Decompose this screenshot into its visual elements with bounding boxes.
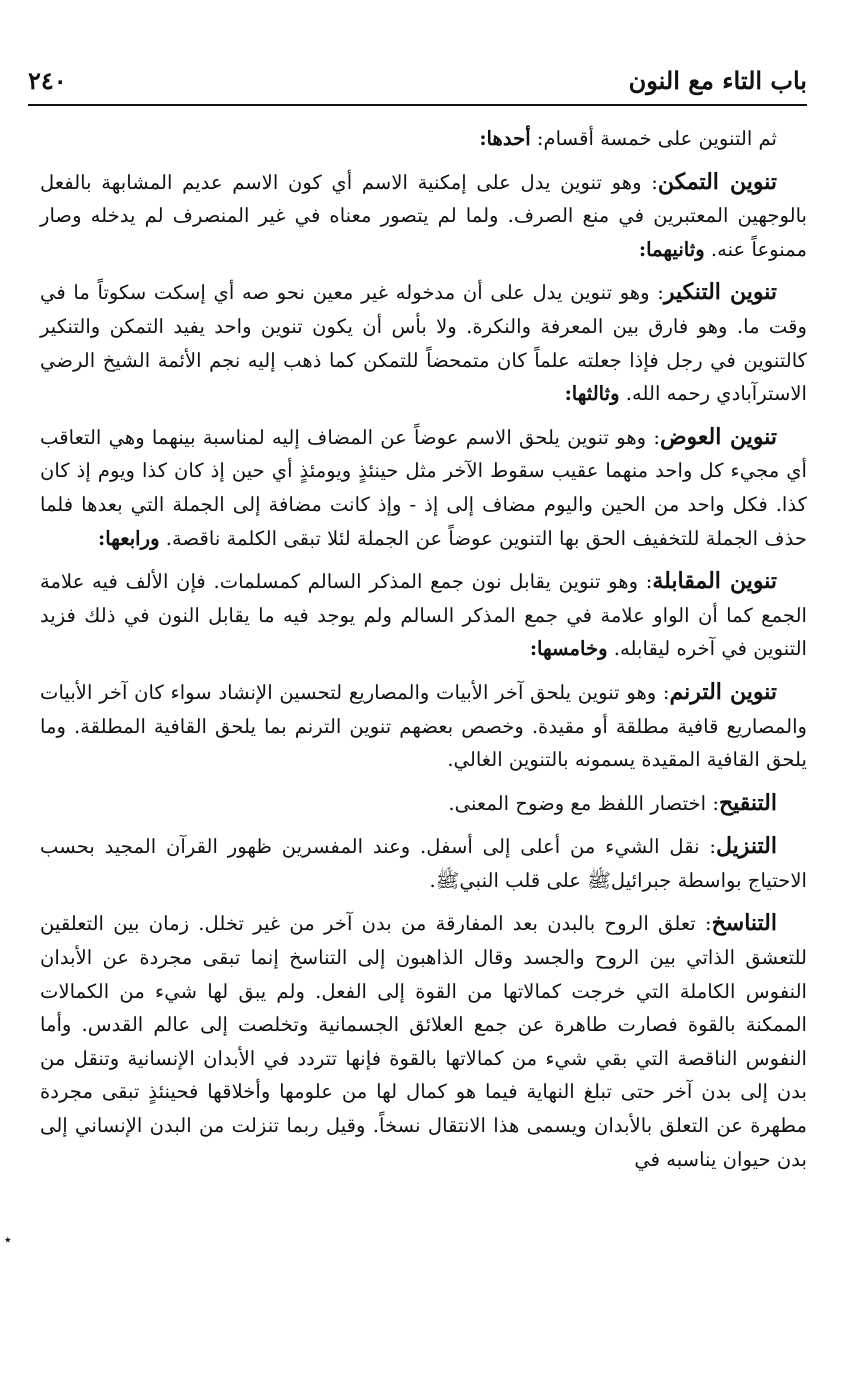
chapter-title: باب التاء مع النون (628, 65, 807, 95)
term-heading: تنوين الترنم (669, 678, 778, 705)
paragraph-tanwin-tarannum: تنوين الترنم: وهو تنوين يلحق آخر الأبيات والمصاريع لتحسين الإنشاد سواء كان آخر الأبيات والمصاريع قافية مطلقة أو مقيدة. وخصص بعضهم تنوين الترنم بما يلحق القافية المطلقة. وما يلحق القافية المقيدة يسمونه بالتنوين الغالي. (40, 678, 807, 772)
ordinal-label: وثالثها: (564, 382, 620, 406)
body-text (40, 122, 807, 1186)
page-header (28, 60, 807, 100)
term-heading: تنوين التنكير (663, 279, 777, 306)
term-heading: تنوين التمكن (657, 168, 777, 195)
paragraph-tanwin-muqabala: تنوين المقابلة: وهو تنوين يقابل نون جمع المذكر السالم كمسلمات. فإن الألف فيه علامة الجمع كما أن الواو علامة في جمع المذكر السالم ولم يوجد فيه ما يقابل النون في ذلك فزيد التنوين في آخره ليقابله. وخامسها: (40, 568, 807, 661)
page-number: ٢٤٠ (28, 65, 67, 95)
term-heading: التناسخ (711, 910, 777, 937)
paragraph-tanwin-tankir: تنوين التنكير: وهو تنوين يدل على أن مدخوله غير معين نحو صه أي إسكت سكوتاً ما في وقت ما. وهو فارق بين المعرفة والنكرة. ولا بأس أن يكون تنوين واحد يفيد التمكن والتنكير كالتنوين في رجل فإذا جعلته علماً كان متمحضاً للتمكن كما ذهب إليه نجم الأئمة الشيخ الرضي الاسترآبادي رحمه الله. وثالثها: (40, 279, 807, 406)
ordinal-label: وثانيهما: (638, 237, 705, 261)
margin-mark: ٭ (4, 1232, 12, 1248)
paragraph-intro: ثم التنوين على خمسة أقسام: أحدها: (479, 127, 777, 150)
term-heading: تنوين العوض (659, 423, 777, 450)
paragraph-tanqih: التنقيح: اختصار اللفظ مع وضوح المعنى. (448, 789, 777, 816)
paragraph-tanwin-iwad: تنوين العوض: وهو تنوين يلحق الاسم عوضاً عن المضاف إليه لمناسبة بينهما وهي التعاقب أي مجيء كل واحد منهما عقيب سقوط الآخر مثل حينئذٍ ويومئذٍ أي حين إذ كان كذا ويوم إذ كان كذا. فكل واحد من الحين واليوم مضاف إلى إذ - وإذ كانت مضافة إلى الجملة التي بعدها فلما حذف الجملة للتخفيف الحق بها التنوين عوضاً عن الجملة لئلا تبقى الكلمة ناقصة. ورابعها: (40, 423, 807, 550)
header-rule (28, 104, 807, 106)
term-heading: التنزيل (715, 833, 777, 860)
paragraph-tanwin-tamakkun: تنوين التمكن: وهو تنوين يدل على إمكنية الاسم أي كون الاسم عديم المشابهة بالفعل بالوجهين المعتبرين في منع الصرف. ولما لم يتصور معناه في غير المنصرف لم يدخله وصار ممنوعاً عنه. وثانيهما: (40, 168, 807, 261)
term-heading: التنقيح (718, 789, 777, 816)
term-heading: تنوين المقابلة (652, 568, 777, 595)
ordinal-label: ورابعها: (98, 526, 160, 550)
paragraph-tanasukh: التناسخ: تعلق الروح بالبدن بعد المفارقة من بدن آخر من غير تخلل. زمان بين التعلقين للتعشق الذاتي بين الروح والجسد وقال الذاهبون إلى التناسخ إنما تبقى مجردة عن الأبدان النفوس الكاملة التي خرجت كمالاتها من القوة إلى الفعل. ولم يبق لها شيء من الكمالات الممكنة بالقوة فصارت طاهرة عن جمع العلائق الجسمانية وتخلصت إلى عالم القدس. وأما النفوس الناقصة التي بقي شيء من كمالاتها بالقوة فإنها تتردد في الأبدان الإنسانية وتنقل من بدن إلى بدن آخر حتى تبلغ النهاية فيما هو كمال لها من علومها وأخلاقها فحينئذٍ تبقى مجردة مطهرة عن التعلق بالأبدان ويسمى هذا الانتقال نسخاً. وقيل ربما تنزلت من البدن الإنساني إلى بدن حيوان يناسبه في (40, 910, 807, 1171)
ordinal-label: وخامسها: (529, 637, 608, 661)
paragraph-tanzil: التنزيل: نقل الشيء من أعلى إلى أسفل. وعند المفسرين ظهور القرآن المجيد بحسب الاحتياج بواسطة جبرائيلﷺ على قلب النبيﷺ. (40, 833, 807, 892)
ordinal-label: أحدها: (479, 127, 531, 150)
